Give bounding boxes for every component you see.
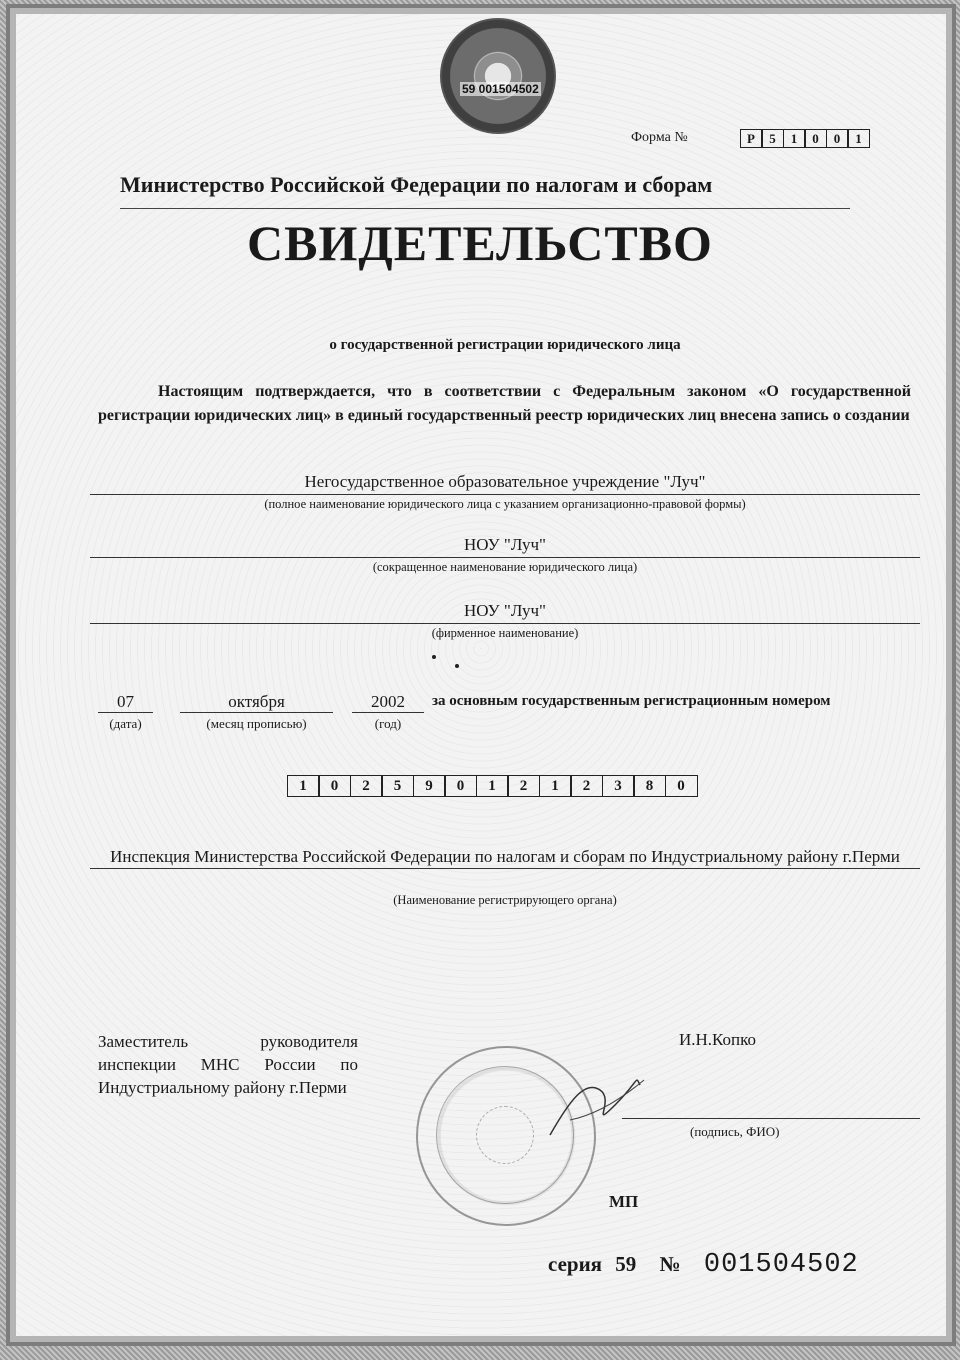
- seal-place-label: МП: [609, 1192, 639, 1211]
- registration-month-caption: (месяц прописью): [206, 716, 307, 731]
- ogrn-digit: 0: [318, 775, 351, 797]
- emblem-icon: [476, 1106, 534, 1164]
- form-number-boxes: [741, 129, 870, 148]
- document-subtitle: о государственной регистрации юридического лица: [329, 337, 681, 353]
- full-name-caption: (полное наименование юридического лица с указанием организационно-правовой формы): [264, 497, 746, 511]
- ogrn-digit: 8: [633, 775, 666, 797]
- form-number-label: Форма №: [631, 130, 688, 145]
- ogrn-digit: 2: [507, 775, 540, 797]
- signature: [540, 1060, 650, 1150]
- ogrn-boxes: [288, 775, 698, 797]
- short-name-caption: (сокращенное наименование юридического лица): [372, 560, 638, 574]
- signatory-name: И.Н.Копко: [679, 1030, 757, 1049]
- form-code-char: 1: [783, 129, 806, 148]
- registration-year-caption: (год): [374, 716, 402, 731]
- ogrn-digit: 0: [665, 775, 698, 797]
- ogrn-digit: 9: [413, 775, 446, 797]
- form-code-char: 0: [826, 129, 849, 148]
- form-code-char: 0: [804, 129, 827, 148]
- registration-day-caption: (дата): [109, 716, 142, 731]
- form-code-char: 5: [761, 129, 784, 148]
- ogrn-digit: 1: [539, 775, 572, 797]
- ogrn-digit: 5: [381, 775, 414, 797]
- certificate-number: 001504502: [703, 1250, 859, 1280]
- ogrn-digit: 0: [444, 775, 477, 797]
- signature-caption: (подпись, ФИО): [690, 1124, 780, 1139]
- ogrn-digit: 1: [476, 775, 509, 797]
- series-label: серия: [548, 1252, 603, 1276]
- brand-name-field: НОУ "Луч": [90, 601, 920, 624]
- signature-line: [622, 1118, 920, 1119]
- ministry-heading: Министерство Российской Федерации по налогам и сборам: [120, 172, 850, 209]
- number-sign: №: [659, 1252, 681, 1276]
- confirmation-paragraph: Настоящим подтверждается, что в соответствии с Федеральным законом «О государственной регистрации юридических лиц» в единый государственный реестр юридических лиц внесена запись о создании: [98, 383, 911, 424]
- hologram-seal: [440, 18, 556, 134]
- registering-authority: Инспекция Министерства Российской Федерации по налогам и сборам по Индустриальному району г.Перми: [90, 845, 920, 869]
- ogrn-label: за основным государственным регистрационным номером: [432, 693, 831, 709]
- speck: [432, 655, 436, 659]
- registration-day: 07: [98, 692, 153, 713]
- brand-name-caption: (фирменное наименование): [431, 626, 579, 640]
- form-code-char: Р: [740, 129, 763, 148]
- full-name-field: Негосударственное образовательное учреждение "Луч": [90, 472, 920, 495]
- short-name-field: НОУ "Луч": [90, 535, 920, 558]
- registration-year: 2002: [352, 692, 424, 713]
- registration-month: октября: [180, 692, 333, 713]
- ogrn-digit: 3: [602, 775, 635, 797]
- document-title: СВИДЕТЕЛЬСТВО: [247, 215, 713, 271]
- authority-caption: (Наименование регистрирующего органа): [393, 893, 617, 907]
- signatory-position: Заместитель руководителя инспекции МНС России по Индустриальному району г.Перми: [98, 1032, 358, 1097]
- speck: [455, 664, 459, 668]
- series-line: [548, 1250, 859, 1280]
- ogrn-digit: 1: [287, 775, 320, 797]
- ogrn-digit: 2: [570, 775, 603, 797]
- hologram-number: 59 001504502: [462, 82, 539, 96]
- series-value: 59: [615, 1252, 637, 1276]
- form-code-char: 1: [847, 129, 870, 148]
- ogrn-digit: 2: [350, 775, 383, 797]
